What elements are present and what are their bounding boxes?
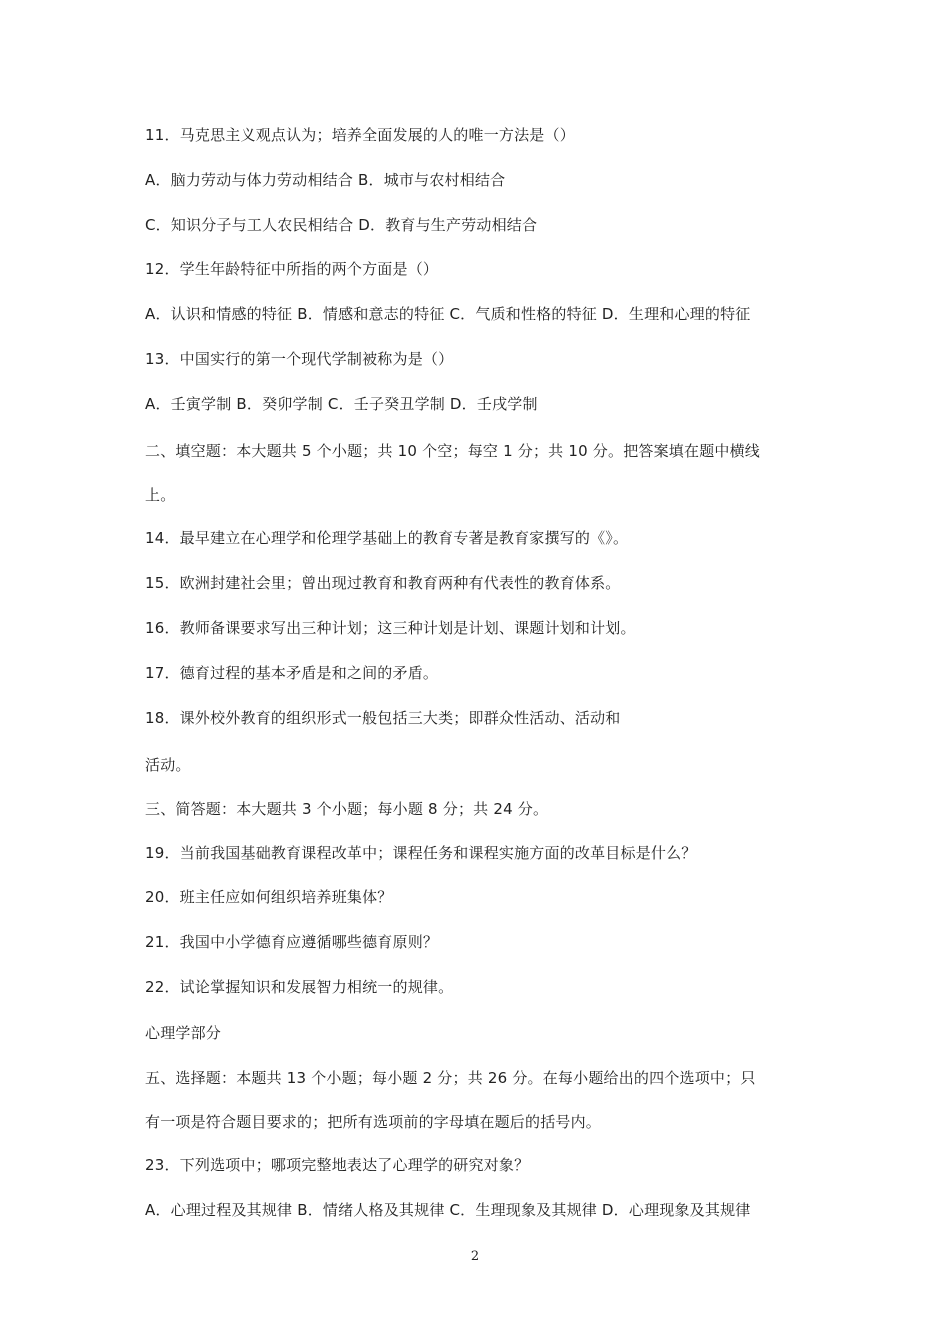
section-5-heading-cont: 有一项是符合题目要求的；把所有选项前的字母填在题后的括号内。 — [145, 1113, 602, 1131]
question-20: 20．班主任应如何组织培养班集体？ — [145, 888, 393, 906]
question-11-options-cd: C．知识分子与工人农民相结合 D．教育与生产劳动相结合 — [145, 216, 538, 234]
question-11: 11．马克思主义观点认为；培养全面发展的人的唯一方法是（） — [145, 126, 575, 144]
section-2-heading-cont: 上。 — [145, 486, 176, 504]
question-22: 22．试论掌握知识和发展智力相统一的规律。 — [145, 978, 454, 996]
question-23-options: A．心理过程及其规律 B．情绪人格及其规律 C．生理现象及其规律 D．心理现象及其规律 — [145, 1201, 751, 1219]
section-5-heading: 五、选择题：本题共 13 个小题；每小题 2 分；共 26 分。在每小题给出的四个选项中；只 — [145, 1069, 756, 1087]
question-19: 19．当前我国基础教育课程改革中；课程任务和课程实施方面的改革目标是什么？ — [145, 844, 697, 862]
question-12-options: A．认识和情感的特征 B．情感和意志的特征 C．气质和性格的特征 D．生理和心理的特征 — [145, 305, 751, 323]
page-number: 2 — [470, 1249, 480, 1264]
section-2-heading: 二、填空题：本大题共 5 个小题；共 10 个空；每空 1 分；共 10 分。把答案填在题中横线 — [145, 442, 761, 460]
question-18: 18．课外校外教育的组织形式一般包括三大类；即群众性活动、活动和 — [145, 709, 621, 727]
question-21: 21．我国中小学德育应遵循哪些德育原则？ — [145, 933, 439, 951]
question-12: 12．学生年龄特征中所指的两个方面是（） — [145, 260, 439, 278]
question-13: 13．中国实行的第一个现代学制被称为是（） — [145, 350, 454, 368]
question-14: 14．最早建立在心理学和伦理学基础上的教育专著是教育家撰写的《》。 — [145, 529, 629, 547]
question-23: 23．下列选项中；哪项完整地表达了心理学的研究对象？ — [145, 1156, 530, 1174]
question-17: 17．德育过程的基本矛盾是和之间的矛盾。 — [145, 664, 439, 682]
question-18-cont: 活动。 — [145, 756, 191, 774]
psychology-part-heading: 心理学部分 — [145, 1024, 222, 1042]
section-3-heading: 三、简答题：本大题共 3 个小题；每小题 8 分；共 24 分。 — [145, 800, 549, 818]
question-15: 15．欧洲封建社会里；曾出现过教育和教育两种有代表性的教育体系。 — [145, 574, 621, 592]
question-13-options: A．壬寅学制 B．癸卯学制 C．壬子癸丑学制 D．壬戌学制 — [145, 395, 538, 413]
question-11-options-ab: A．脑力劳动与体力劳动相结合 B．城市与农村相结合 — [145, 171, 506, 189]
question-16: 16．教师备课要求写出三种计划；这三种计划是计划、课题计划和计划。 — [145, 619, 636, 637]
